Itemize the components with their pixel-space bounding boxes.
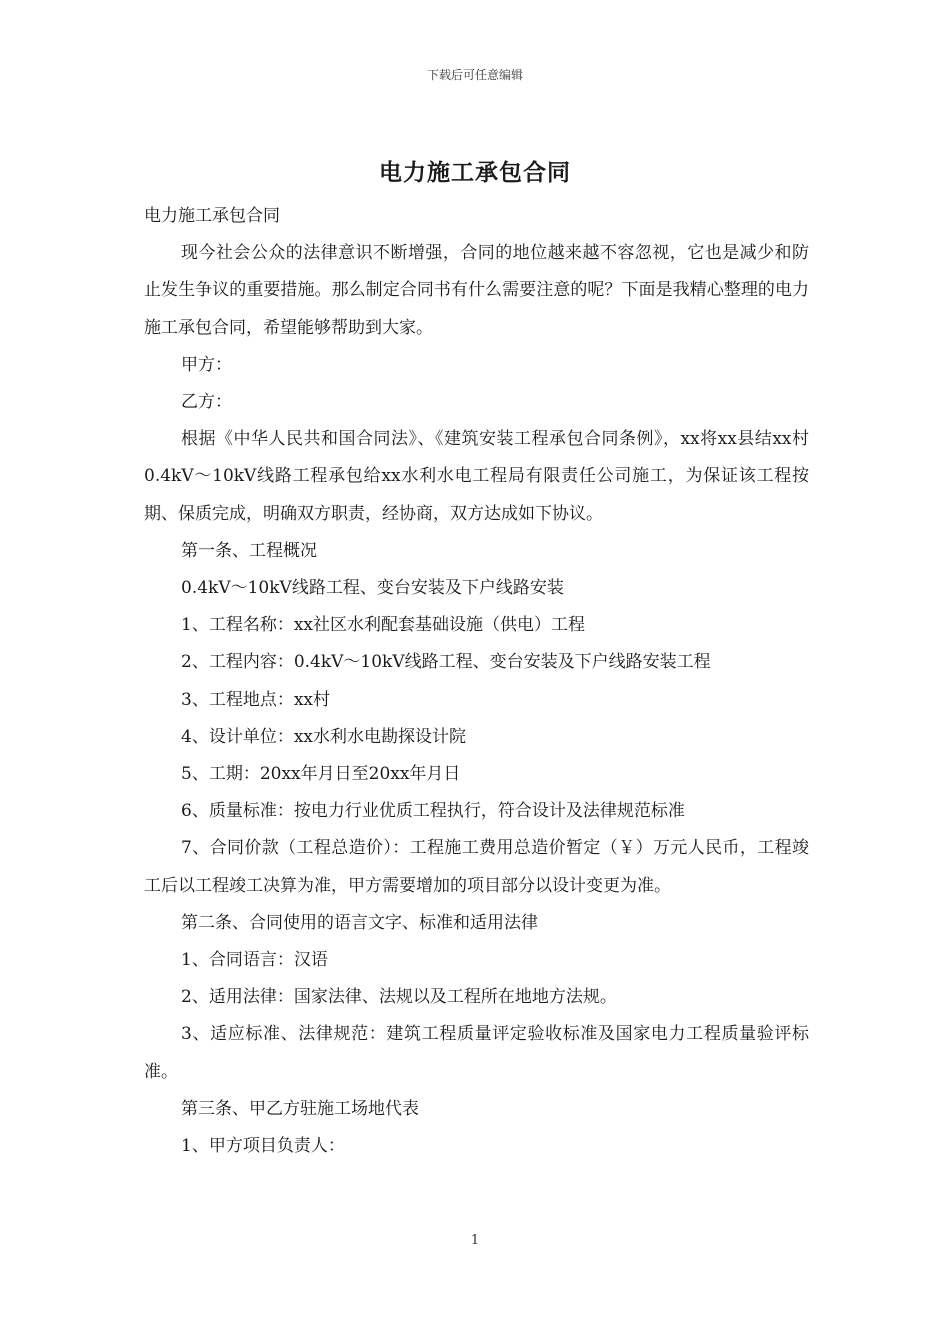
intro-paragraph: 现今社会公众的法律意识不断增强，合同的地位越来越不容忽视，它也是减少和防止发生争议的重要措施。那么制定合同书有什么需要注意的呢？下面是我精心整理的电力施工承包合同，希望能够帮助到大家。 xyxy=(144,243,809,338)
page-number: 1 xyxy=(470,1233,480,1248)
article-2-heading: 第二条、合同使用的语言文字、标准和适用法律 xyxy=(181,912,538,933)
project-location-line: 3、工程地点：xx村 xyxy=(181,689,330,710)
schedule-line: 5、工期：20xx年月日至20xx年月日 xyxy=(181,764,461,785)
applicable-law-line: 2、适用法律：国家法律、法规以及工程所在地地方法规。 xyxy=(181,987,617,1008)
party-b-line: 乙方： xyxy=(181,392,232,413)
document-body xyxy=(144,198,809,1165)
article-1-heading: 第一条、工程概况 xyxy=(181,540,317,561)
quality-standard-line: 6、质量标准：按电力行业优质工程执行，符合设计及法律规范标准 xyxy=(181,801,685,822)
agreement-basis-paragraph: 根据《中华人民共和国合同法》、《建筑安装工程承包合同条例》，xx将xx县结xx村0.4kV～10kV线路工程承包给xx水利水电工程局有限责任公司施工，为保证该工程按期、保质完成，明确双方职责，经协商，双方达成如下协议。 xyxy=(144,429,809,524)
subtitle-paragraph: 电力施工承包合同 xyxy=(144,206,280,226)
project-content-line: 2、工程内容：0.4kV～10kV线路工程、变台安装及下户线路安装工程 xyxy=(181,652,711,673)
article-3-heading: 第三条、甲乙方驻施工场地代表 xyxy=(181,1098,419,1119)
party-a-line: 甲方： xyxy=(181,354,232,375)
applicable-standards-paragraph: 3、适应标准、法律规范：建筑工程质量评定验收标准及国家电力工程质量验评标准。 xyxy=(144,1024,809,1082)
document-title: 电力施工承包合同 xyxy=(379,159,571,186)
contract-price-paragraph: 7、合同价款（工程总造价）：工程施工费用总造价暂定（￥）万元人民币，工程竣工后以工程竣工决算为准，甲方需要增加的项目部分以设计变更为准。 xyxy=(144,838,809,896)
project-name-line: 1、工程名称：xx社区水利配套基础设施（供电）工程 xyxy=(181,615,585,636)
party-a-manager-line: 1、甲方项目负责人： xyxy=(181,1136,345,1157)
header-note: 下载后可任意编辑 xyxy=(426,68,523,82)
contract-language-line: 1、合同语言：汉语 xyxy=(181,950,328,971)
design-unit-line: 4、设计单位：xx水利水电勘探设计院 xyxy=(181,726,466,747)
project-overview-line: 0.4kV～10kV线路工程、变台安装及下户线路安装 xyxy=(181,578,564,599)
